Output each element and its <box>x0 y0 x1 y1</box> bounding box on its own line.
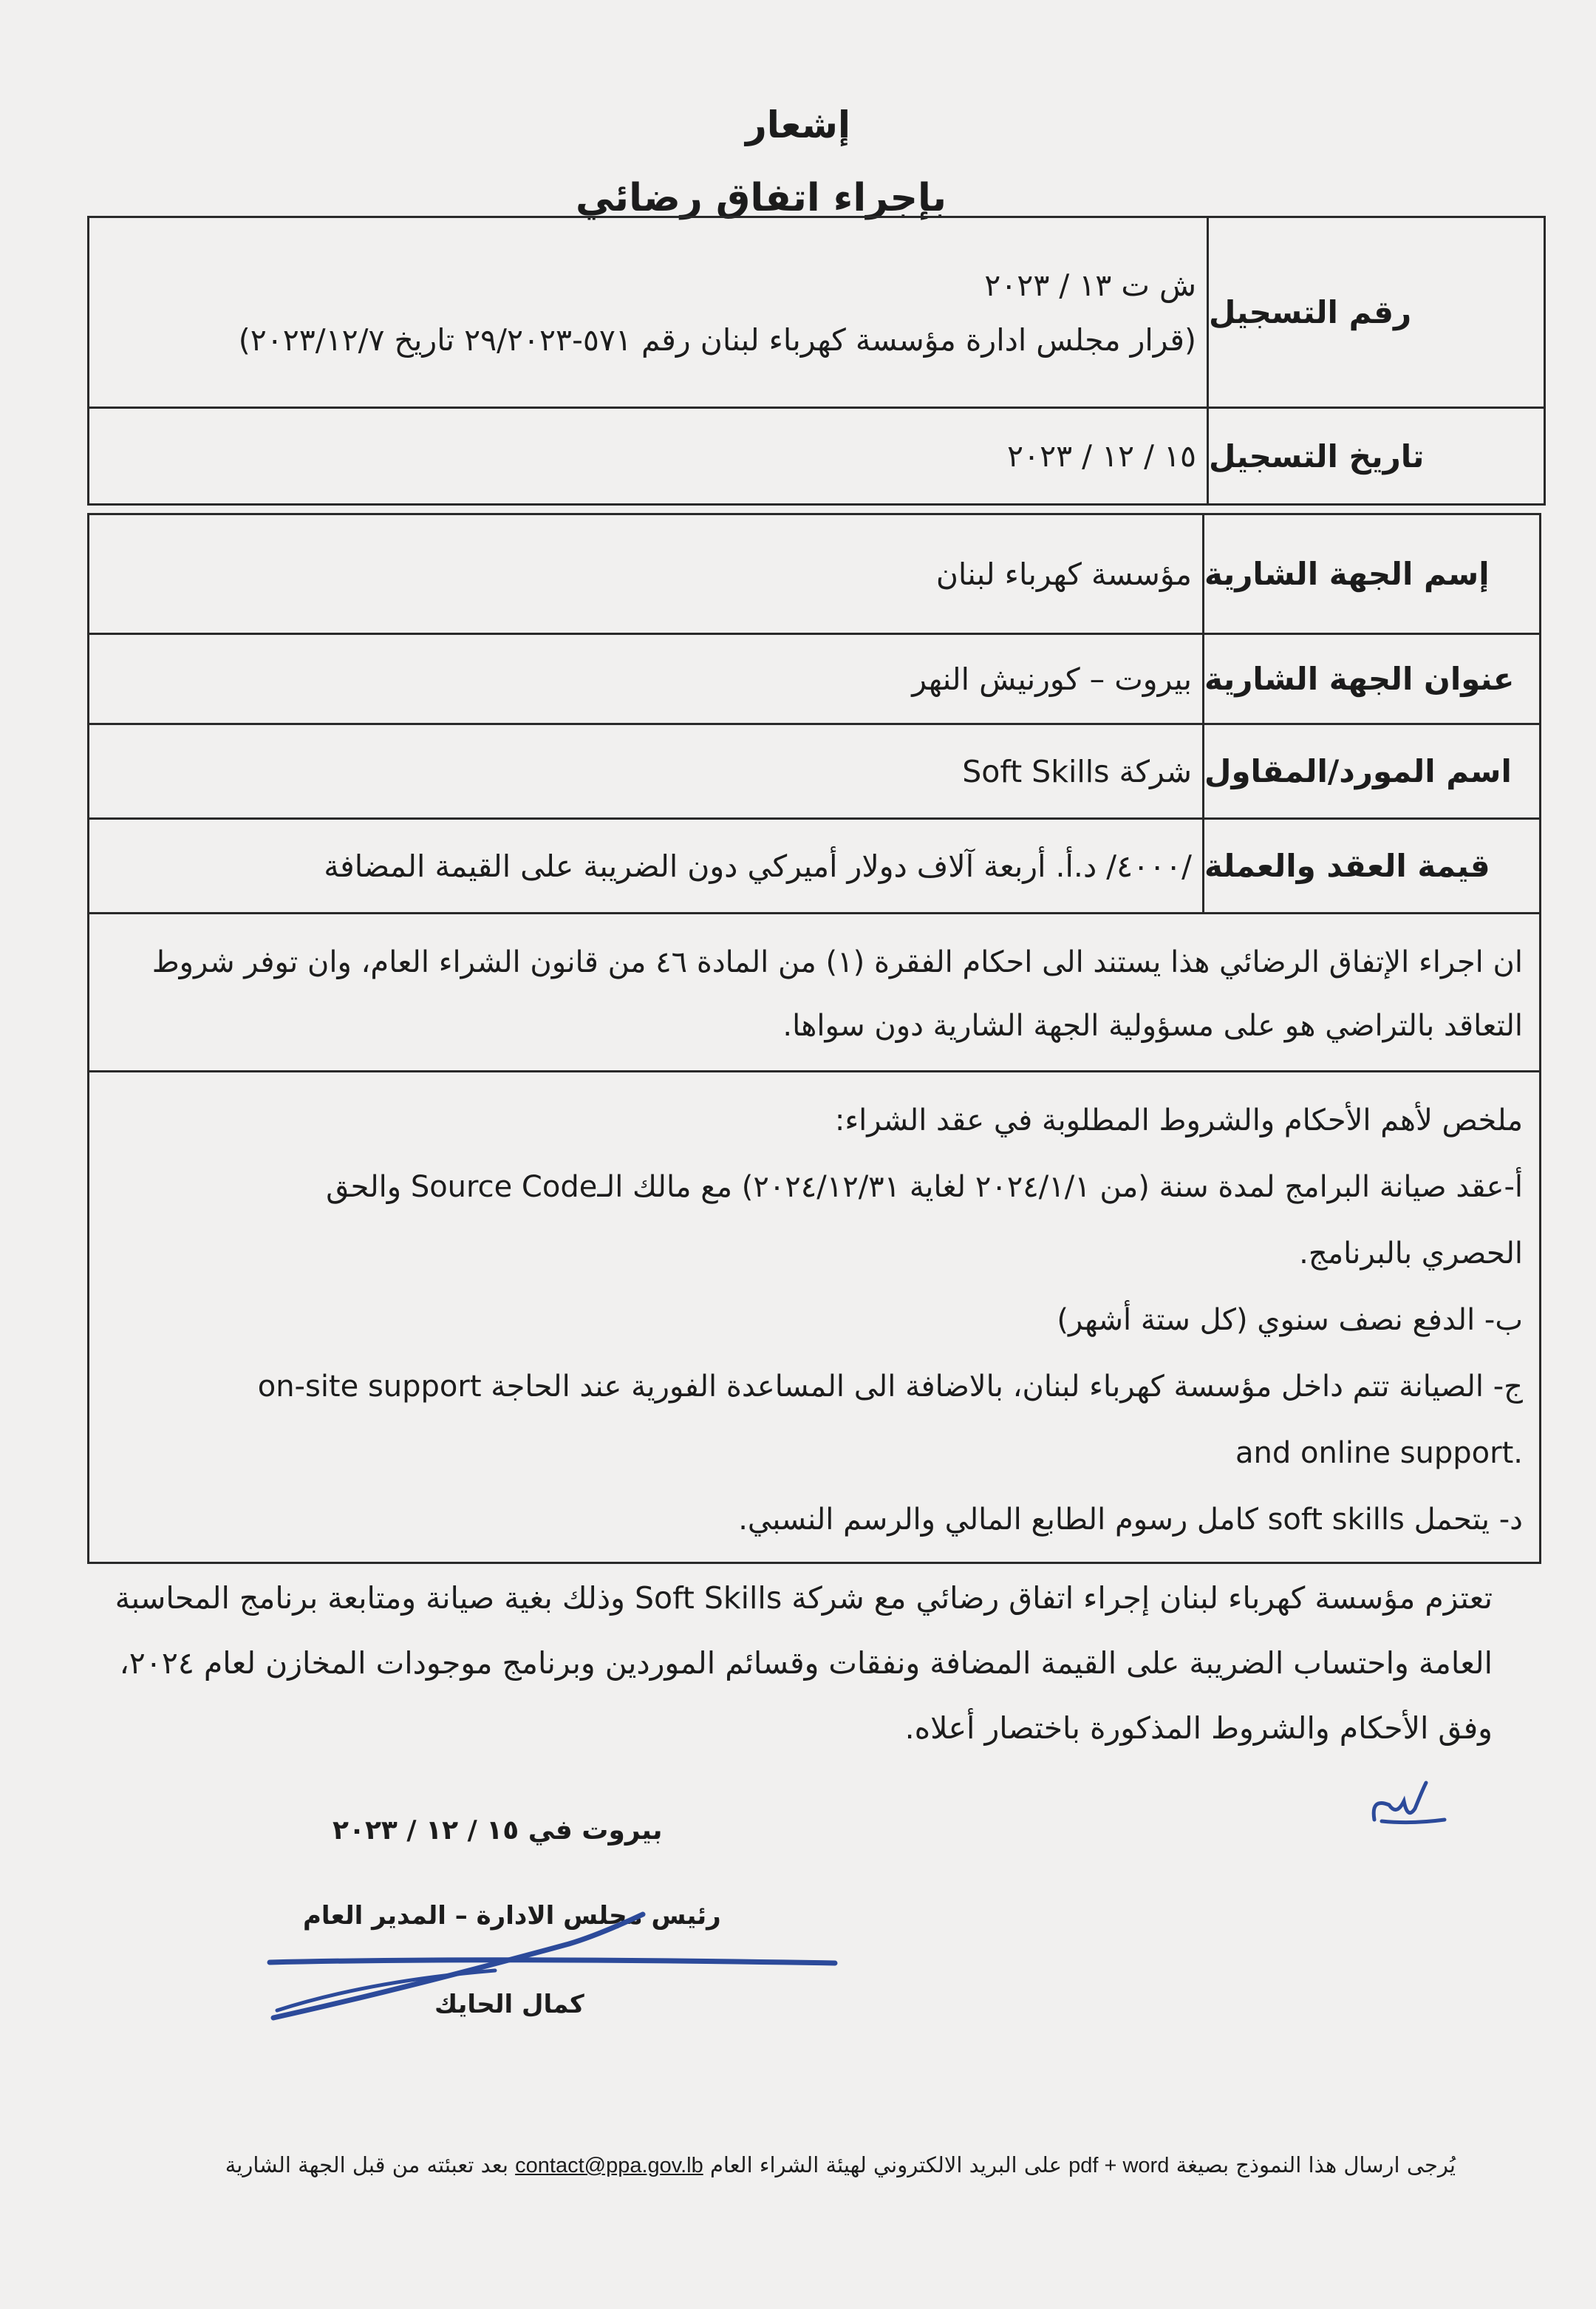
terms-title: ملخص لأهم الأحكام والشروط المطلوبة في عقد الشراء: <box>834 1104 1523 1138</box>
registration-number-cell <box>89 218 1207 407</box>
footer-part3: بعد تعبئته من قبل الجهة الشارية <box>225 2152 508 2177</box>
registration-number-row <box>89 218 1544 409</box>
details-table <box>87 513 1541 1564</box>
notice-title: إشعار <box>745 103 851 146</box>
footer-part1: يُرجى ارسال هذا النموذج بصيغة <box>1176 2152 1456 2177</box>
supplier-row <box>89 725 1539 820</box>
address-label: عنوان الجهة الشارية <box>1202 635 1539 723</box>
supplier-value: شركة Soft Skills <box>962 753 1192 789</box>
contract-value-row <box>89 820 1539 914</box>
term-d: د- يتحمل soft skills كامل رسوم الطابع المالي والرسم النسبي. <box>738 1503 1523 1537</box>
initials-mark-icon <box>1367 1775 1456 1834</box>
address-value: بيروت – كورنيش النهر <box>912 661 1192 697</box>
registration-number-value: ش ت ١٣ / ٢٠٢٣ <box>984 267 1196 303</box>
supplier-label: اسم المورد/المقاول <box>1202 725 1539 817</box>
term-c-line1: ج- الصيانة تتم داخل مؤسسة كهرباء لبنان، بالاضافة الى المساعدة الفورية عند الحاجة on-site support <box>257 1370 1523 1404</box>
terms-row <box>89 1072 1539 1562</box>
legal-basis-line1: ان اجراء الإتفاق الرضائي هذا يستند الى احكام الفقرة (١) من المادة ٤٦ من قانون الشراء العام، وان توفر شروط <box>151 945 1523 979</box>
registration-date-value: ١٥ / ١٢ / ٢٠٢٣ <box>1007 438 1196 474</box>
signatory-title: رئيس مجلس الادارة – المدير العام <box>303 1901 721 1931</box>
footer-format: pdf + word <box>1068 2154 1170 2177</box>
authority-label: إسم الجهة الشارية <box>1202 515 1539 633</box>
term-a-line2: الحصري بالبرنامج. <box>1299 1237 1523 1271</box>
contract-value: /٤٠٠٠/ د.أ. أربعة آلاف دولار أميركي دون الضريبة على القيمة المضافة <box>324 848 1192 884</box>
registration-date-row <box>89 409 1544 503</box>
term-b: ب- الدفع نصف سنوي (كل ستة أشهر) <box>1057 1303 1523 1337</box>
footer-part2: على البريد الالكتروني لهيئة الشراء العام <box>709 2152 1062 2177</box>
announcement-line1: تعتزم مؤسسة كهرباء لبنان إجراء اتفاق رضائي مع شركة Soft Skills وذلك بغية صيانة ومتابعة برنامج المحاسبة <box>115 1580 1493 1616</box>
registration-table <box>87 216 1546 506</box>
footer-note <box>111 2152 1456 2178</box>
contract-value-label: قيمة العقد والعملة <box>1202 820 1539 912</box>
footer-email-link[interactable]: contact@ppa.gov.lb <box>515 2154 703 2177</box>
registration-date-label: تاريخ التسجيل <box>1207 409 1544 503</box>
authority-row <box>89 515 1539 635</box>
announcement-line2: العامة واحتساب الضريبة على القيمة المضافة ونفقات وقسائم الموردين وبرنامج موجودات المخازن لعام ٢٠٢٤، <box>119 1645 1493 1681</box>
signatory-name: كمال الحايك <box>434 1990 584 2019</box>
address-row <box>89 635 1539 725</box>
signature-icon <box>259 1900 850 2025</box>
place-date: بيروت في ١٥ / ١٢ / ٢٠٢٣ <box>332 1815 663 1846</box>
registration-number-label: رقم التسجيل <box>1207 218 1544 407</box>
authority-value: مؤسسة كهرباء لبنان <box>935 556 1192 592</box>
announcement-line3: وفق الأحكام والشروط المذكورة باختصار أعلاه. <box>904 1710 1493 1746</box>
registration-reference: (قرار مجلس ادارة مؤسسة كهرباء لبنان رقم ٥٧١-٢٩/٢٠٢٣ تاريخ ٢٠٢٣/١٢/٧) <box>238 322 1196 358</box>
term-c-line2: .and online support <box>1235 1436 1523 1470</box>
announcement-paragraph <box>66 1565 1493 1761</box>
notice-subject: بإجراء اتفاق رضائي <box>575 176 947 220</box>
term-a-line1: أ-عقد صيانة البرامج لمدة سنة (من ٢٠٢٤/١/١ لغاية ٢٠٢٤/١٢/٣١) مع مالك الـSource Code والحق <box>326 1170 1523 1204</box>
legal-basis-line2: التعاقد بالتراضي هو على مسؤولية الجهة الشارية دون سواها. <box>782 1009 1523 1043</box>
legal-basis-row <box>89 914 1539 1072</box>
